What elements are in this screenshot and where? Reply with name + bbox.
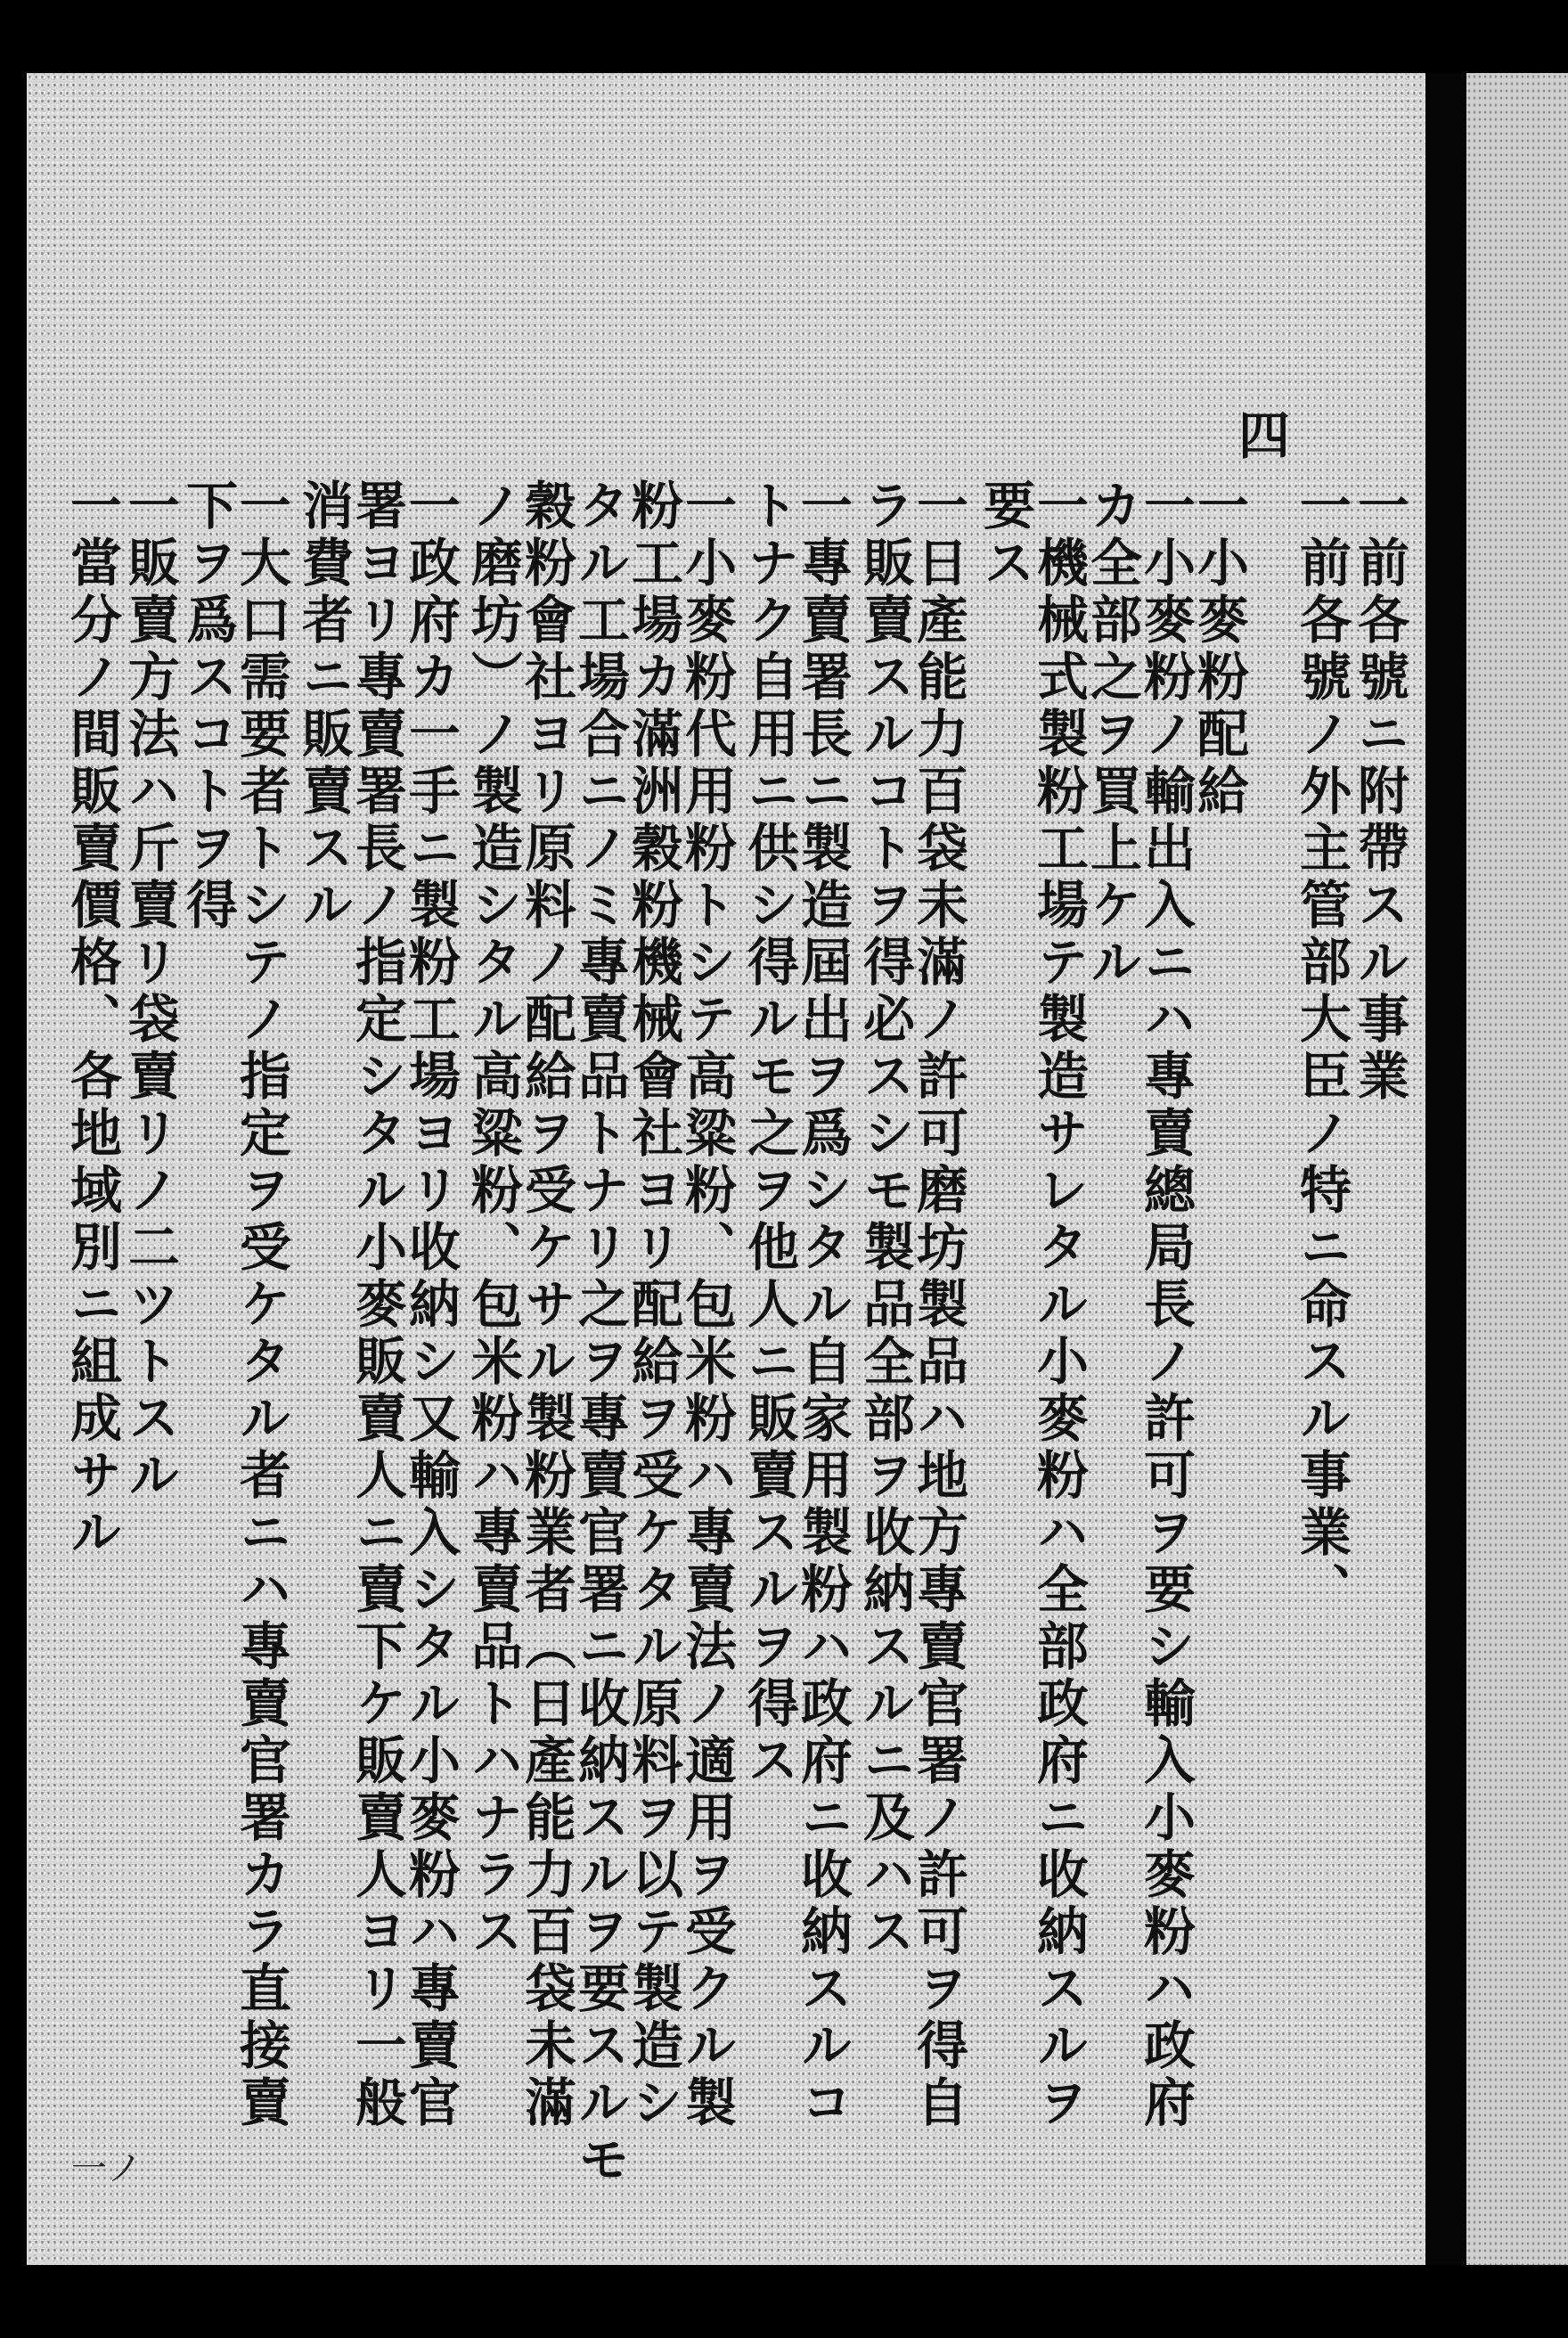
text-column-7: 要ス (975, 478, 1035, 593)
text-column-21: 下ヲ爲スコトヲ得 (177, 478, 238, 935)
text-column-22: 一販賣方法ハ斤賣リ袋賣リノ二ツトスル (119, 478, 180, 1505)
text-column-5: カ全部之ヲ買上ケル (1082, 478, 1142, 992)
book-gutter (1425, 73, 1466, 2265)
text-column-11: トナク自用ニ供シ得ルモ之ヲ他人ニ販賣スルヲ得ス (739, 478, 799, 1790)
text-column-17: 一政府カ一手ニ製粉工場ヨリ收納シ又輸入シタル小麥粉ハ專賣官 (400, 478, 461, 2132)
text-column-14: タル工場合ニノミ專賣品トナリ之ヲ專賣官署ニ收納スルヲ要スルモ (569, 478, 630, 2189)
text-column-15: 穀粉會社ヨリ原料ノ配給ヲ受ケサル製粉業者（日產能力百袋未滿 (516, 478, 576, 2132)
text-column-4: 一小麥粉ノ輸出入ニハ專賣總局長ノ許可ヲ要シ輸入小麥粉ハ政府 (1135, 478, 1196, 2132)
text-column-8: 一日產能力百袋未滿ノ許可磨坊製品ハ地方專賣官署ノ許可ヲ得自 (908, 478, 968, 2132)
text-column-6: 一機械式製粉工場テ製造サレタル小麥粉ハ全部政府ニ收納スルヲ (1028, 478, 1089, 2132)
adjacent-page-edge (1466, 73, 1568, 2265)
text-column-13: 粉工場カ滿洲穀粉機械會社ヨリ配給ヲ受ケタル原料ヲ以テ製造シ (623, 478, 683, 2132)
text-column-12: 一小麥粉代用粉トシテ高粱粉、包米粉ハ專賣法ノ適用ヲ受クル製 (676, 478, 737, 2132)
bottom-page-mark: 一ノ (71, 2148, 143, 2189)
text-column-1: 一前各號ニ附帶スル事業 (1349, 478, 1409, 1106)
text-column-16: ノ磨坊）ノ製造シタル高粱粉、包米粉ハ專賣品トハナラス (462, 478, 523, 1961)
text-column-2: 一前各號ノ外主管部大臣ノ特ニ命スル事業、 (1291, 478, 1352, 1619)
document-page (27, 73, 1425, 2265)
text-column-3: 一小麥粉配給 (1188, 478, 1249, 821)
text-column-19: 消費者ニ販賣スル (293, 478, 354, 935)
text-column-20: 一大口需要者トシテノ指定ヲ受ケタル者ニハ專賣官署カラ直接賣 (231, 478, 291, 2132)
vertical-text-area (27, 73, 1425, 2265)
text-column-9: ラ販賣スルコトヲ得必スシモ製品全部ヲ收納スルニ及ハス (854, 478, 915, 1961)
text-column-23: 一當分ノ間販賣價格、各地域別ニ組成サル (61, 478, 122, 1562)
text-column-10: 一專賣署長ニ製造屆出ヲ爲シタル自家用製粉ハ政府ニ收納スルコ (792, 478, 853, 2132)
text-column-18: 署ヨリ專賣署長ノ指定シタル小麥販賣人ニ賣下ケ販賣人ヨリ一般 (347, 478, 407, 2132)
section-number: 四 (1238, 405, 1291, 466)
